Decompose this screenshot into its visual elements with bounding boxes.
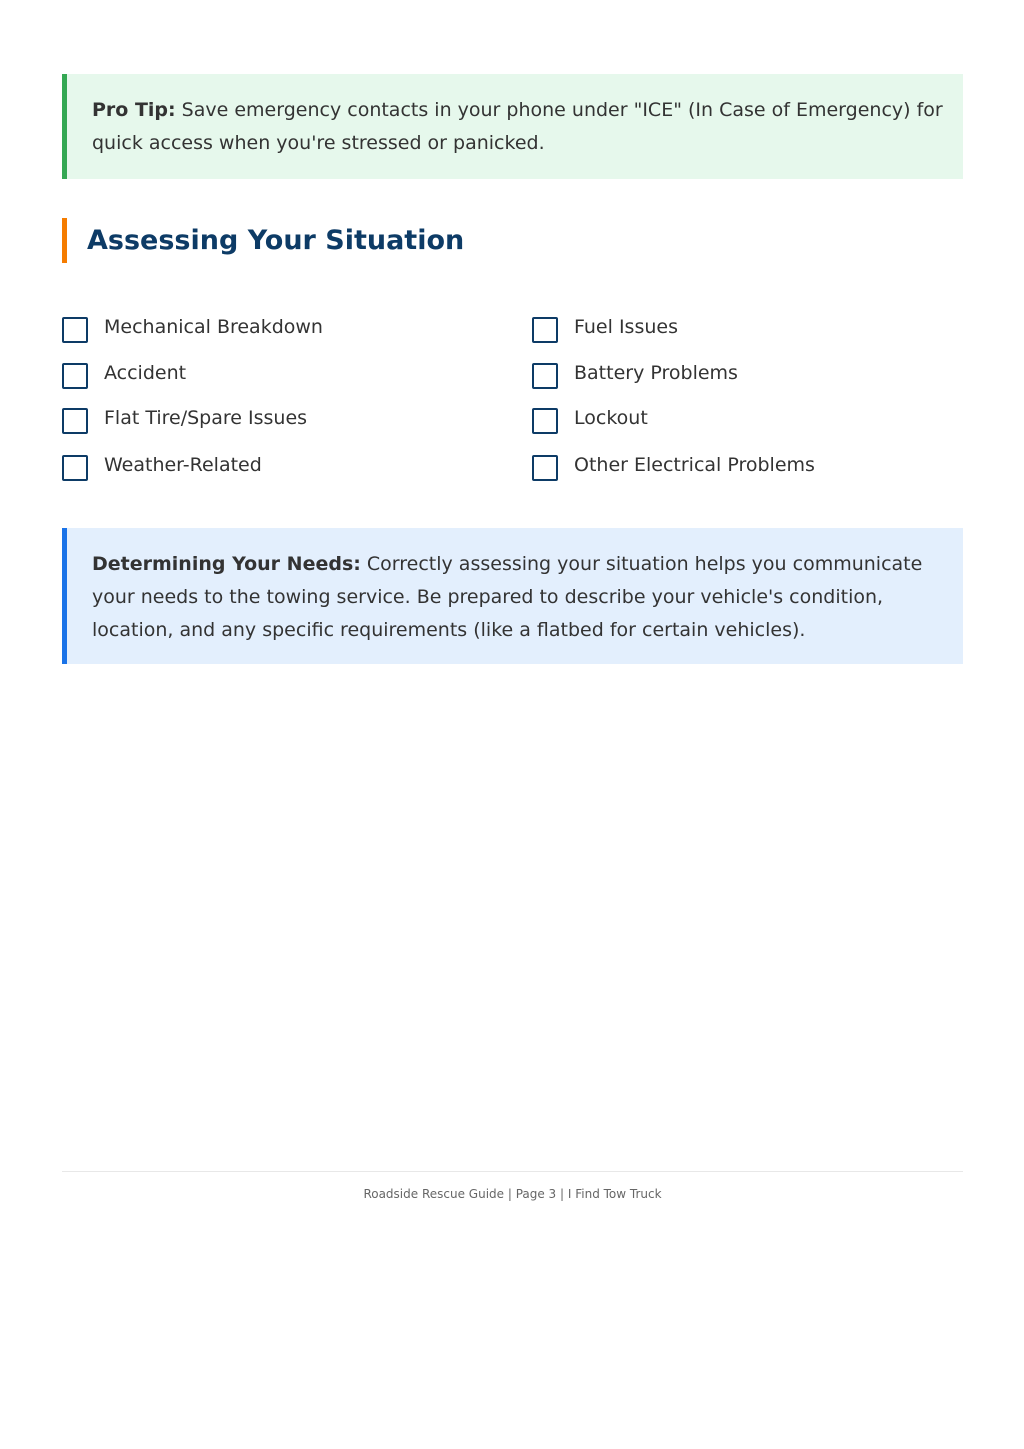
pro-tip-label: Pro Tip: <box>92 99 176 121</box>
checkbox[interactable] <box>532 317 558 343</box>
needs-label: Determining Your Needs: <box>92 553 361 575</box>
page-footer: Roadside Rescue Guide | Page 3 | I Find Tow Truck <box>363 1187 662 1201</box>
footer-divider <box>62 1171 963 1172</box>
checklist-item-label: Fuel Issues <box>574 316 678 338</box>
checklist-item-other-electrical[interactable] <box>532 452 815 484</box>
checklist-item-label: Lockout <box>574 407 648 429</box>
needs-callout <box>62 528 963 664</box>
checkbox[interactable] <box>532 455 558 481</box>
checkbox[interactable] <box>532 363 558 389</box>
checkbox[interactable] <box>62 408 88 434</box>
pro-tip-callout <box>62 74 963 179</box>
checklist-item-weather-related[interactable] <box>62 452 262 484</box>
section-heading: Assessing Your Situation <box>62 218 464 263</box>
checklist-item-label: Mechanical Breakdown <box>104 316 323 338</box>
pro-tip-text: Save emergency contacts in your phone under "ICE" (In Case of Emergency) for quick access when you're stressed or panicked. <box>92 99 943 154</box>
checklist-item-label: Battery Problems <box>574 362 738 384</box>
checkbox[interactable] <box>62 455 88 481</box>
checklist-item-label: Flat Tire/Spare Issues <box>104 407 308 429</box>
checklist-item-lockout[interactable] <box>532 405 648 437</box>
checklist-item-label: Other Electrical Problems <box>574 454 815 476</box>
checklist-item-flat-tire[interactable] <box>62 405 307 437</box>
checkbox[interactable] <box>532 408 558 434</box>
checklist-item-label: Weather-Related <box>104 454 262 476</box>
checklist-item-battery-problems[interactable] <box>532 360 738 392</box>
checkbox[interactable] <box>62 363 88 389</box>
checkbox[interactable] <box>62 317 88 343</box>
checklist-item-fuel-issues[interactable] <box>532 314 678 346</box>
needs-text: Correctly assessing your situation helps you communicate your needs to the towing service. Be prepared to describe your vehicle's condition, location, and any specific requirements (like a flatbed for certain vehicles). <box>92 553 923 641</box>
checklist-item-accident[interactable] <box>62 360 186 392</box>
checklist-item-label: Accident <box>104 362 187 384</box>
checklist-item-mechanical-breakdown[interactable] <box>62 314 323 346</box>
